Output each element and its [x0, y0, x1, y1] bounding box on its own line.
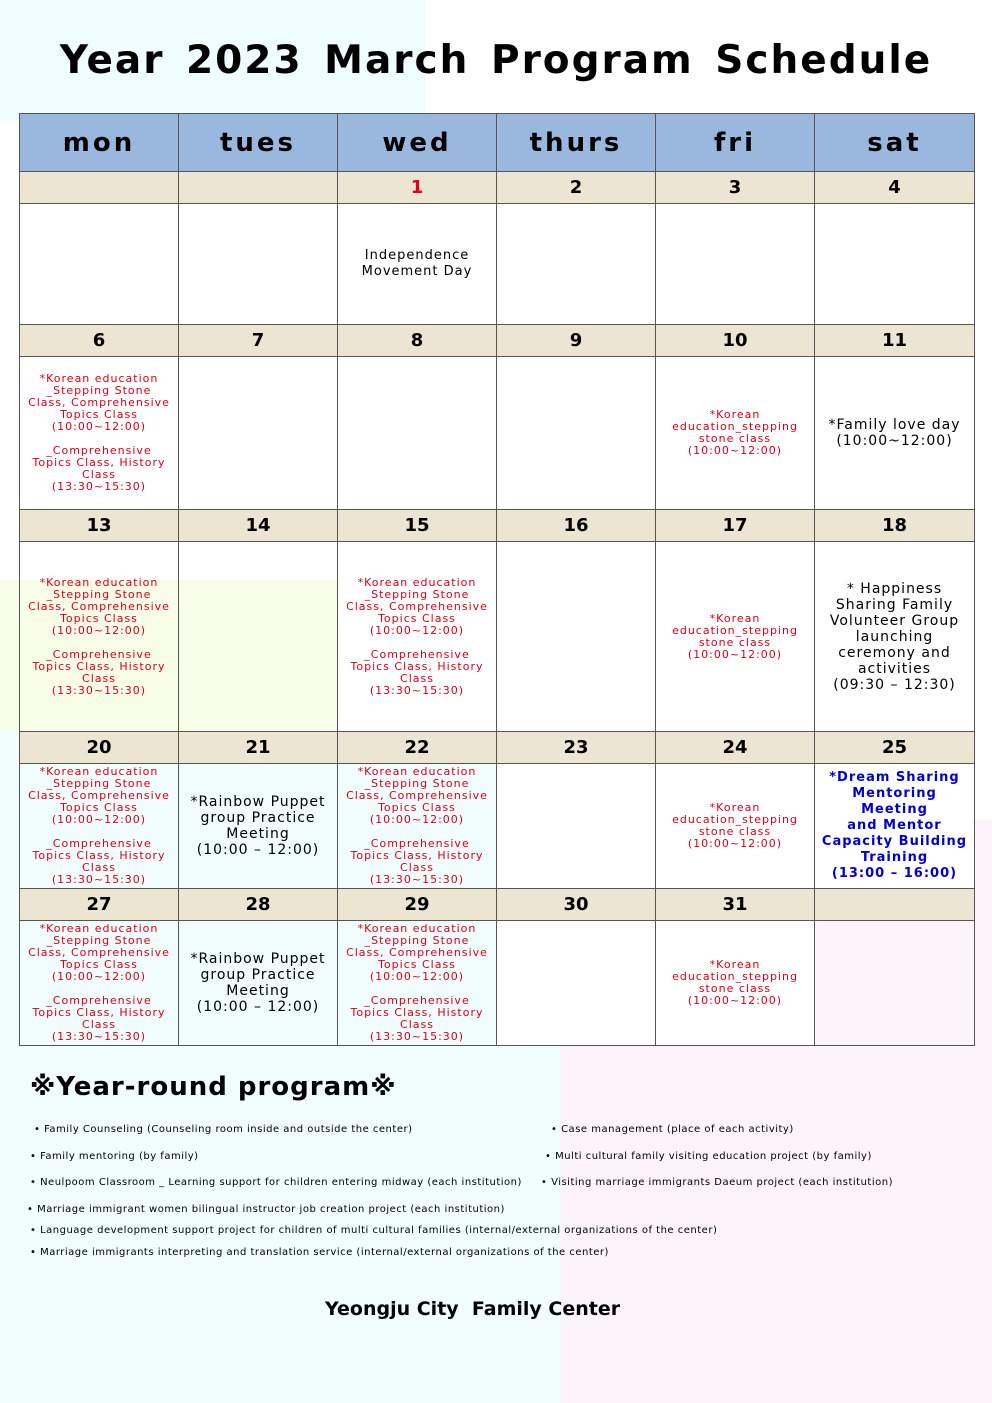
event-line: Capacity Building [821, 834, 968, 849]
event-line: Independence [364, 248, 470, 263]
event-row [20, 204, 975, 325]
event-line: _Comprehensive [46, 837, 152, 850]
event-line: _Stepping Stone [364, 934, 470, 947]
event-line: *Rainbow Puppet [190, 794, 326, 810]
event-line: stone class [698, 825, 772, 838]
event-line: Class [400, 671, 434, 685]
date-row [20, 325, 975, 357]
event-line: Sharing Family [835, 596, 954, 613]
event-line: (10:00 – 12:00) [196, 842, 320, 858]
event-line: (10:00~12:00) [51, 970, 147, 983]
event-line: *Korean [709, 408, 761, 421]
event-row [20, 764, 975, 889]
event-line: Topics Class, History [350, 1006, 484, 1019]
date-row [20, 889, 975, 921]
event-line: Topics Class, History [32, 456, 166, 469]
event-row [20, 542, 975, 732]
event-line: Topics Class [378, 958, 456, 971]
event-line: education_stepping [672, 623, 798, 637]
event-text [660, 802, 810, 850]
event-line: Topics Class [378, 801, 456, 814]
event-text [24, 923, 174, 1043]
day-cell [179, 357, 338, 510]
date-number: 29 [338, 889, 497, 921]
event-line: stone class [698, 982, 772, 995]
event-line: _Comprehensive [364, 994, 470, 1007]
date-number: 8 [338, 325, 497, 357]
event-line: education_stepping [672, 813, 798, 826]
event-line: Topics Class, History [32, 1006, 166, 1019]
event-line: _Stepping Stone [46, 777, 152, 790]
event-text [660, 959, 810, 1007]
event-line: (13:30~15:30) [51, 873, 147, 886]
date-number: 2 [497, 172, 656, 204]
event-line: *Rainbow Puppet [190, 951, 326, 967]
day-cell [815, 204, 975, 325]
date-number: 16 [497, 510, 656, 542]
calendar-table [19, 113, 975, 1046]
event-text [819, 770, 970, 882]
date-number: 17 [656, 510, 815, 542]
event-line: ceremony and [838, 644, 951, 661]
event-line: (10:00~12:00) [369, 623, 465, 637]
event-text [183, 951, 333, 1015]
event-line: Meeting [226, 826, 290, 842]
event-line: _Stepping Stone [364, 587, 470, 601]
event-line: Mentoring Meeting [852, 786, 937, 817]
year-round-title: ※Year-round program※ [30, 1072, 397, 1102]
day-cell [656, 542, 815, 732]
event-line: * Happiness [846, 580, 943, 597]
event-line: _Stepping Stone [364, 777, 470, 790]
event-line: Class [82, 861, 116, 874]
event-line [24, 637, 174, 649]
event-line: Class, Comprehensive [28, 396, 170, 409]
date-number: 23 [497, 732, 656, 764]
event-line: _Comprehensive [46, 994, 152, 1007]
event-line: _Stepping Stone [46, 587, 152, 601]
day-cell [815, 542, 975, 732]
event-line: *Korean education [39, 765, 159, 778]
event-line: *Dream Sharing [829, 770, 960, 785]
event-line: *Korean education [357, 765, 477, 778]
day-cell [656, 764, 815, 889]
date-number: 31 [656, 889, 815, 921]
day-cell [338, 921, 497, 1046]
event-line: group Practice [200, 967, 316, 983]
page-title: Year 2023 March Program Schedule [59, 38, 933, 83]
event-line: *Family love day [828, 417, 961, 433]
day-cell [497, 921, 656, 1046]
event-line: Topics Class, History [32, 849, 166, 862]
event-line [342, 637, 492, 649]
event-line: Meeting [226, 983, 290, 999]
event-line: Class, Comprehensive [28, 946, 170, 959]
date-number [20, 172, 179, 204]
day-cell [179, 764, 338, 889]
event-text [819, 417, 970, 449]
day-cell [20, 921, 179, 1046]
event-text [342, 766, 492, 886]
day-cell [656, 921, 815, 1046]
event-line: (10:00~12:00) [687, 994, 783, 1007]
date-number: 24 [656, 732, 815, 764]
event-line: (09:30 – 12:30) [833, 676, 956, 693]
event-row [20, 921, 975, 1046]
event-line: Volunteer Group [829, 612, 960, 629]
day-cell [656, 357, 815, 510]
event-line: Class [400, 861, 434, 874]
event-text [819, 581, 970, 693]
event-line: *Korean education [357, 575, 477, 589]
event-line: _Comprehensive [46, 444, 152, 457]
event-line: Class [400, 1018, 434, 1031]
date-row [20, 510, 975, 542]
weekday-header: thurs [497, 114, 656, 172]
date-row [20, 172, 975, 204]
event-line: Class [82, 468, 116, 481]
date-number: 15 [338, 510, 497, 542]
event-line: Topics Class, History [350, 849, 484, 862]
event-line: Topics Class [60, 611, 138, 625]
event-line: (13:30~15:30) [369, 683, 465, 697]
year-round-item: • Visiting marriage immigrants Daeum project (each institution) [541, 1177, 893, 1188]
event-line: activities [857, 660, 932, 677]
year-round-item: • Multi cultural family visiting education project (by family) [545, 1151, 872, 1162]
day-cell [20, 357, 179, 510]
day-cell [179, 204, 338, 325]
date-number: 14 [179, 510, 338, 542]
weekday-header: tues [179, 114, 338, 172]
day-cell [338, 542, 497, 732]
date-number: 27 [20, 889, 179, 921]
event-line: Movement Day [361, 264, 473, 279]
date-number: 20 [20, 732, 179, 764]
event-text [342, 577, 492, 697]
event-line: (13:30~15:30) [51, 480, 147, 493]
event-line: *Korean [709, 611, 761, 625]
event-line: _Stepping Stone [46, 934, 152, 947]
event-line: education_stepping [672, 420, 798, 433]
day-cell [338, 357, 497, 510]
day-cell [179, 921, 338, 1046]
year-round-item: • Case management (place of each activity) [551, 1124, 794, 1135]
date-number: 4 [815, 172, 975, 204]
year-round-item: • Language development support project for children of multi cultural families (internal/external organizations of the center) [30, 1225, 718, 1236]
day-cell [20, 764, 179, 889]
day-cell [815, 921, 975, 1046]
event-line: Class, Comprehensive [28, 789, 170, 802]
event-text [342, 923, 492, 1043]
year-round-item: • Family mentoring (by family) [30, 1151, 199, 1162]
date-number: 21 [179, 732, 338, 764]
event-text [183, 794, 333, 858]
weekday-header: wed [338, 114, 497, 172]
event-line: Topics Class [378, 611, 456, 625]
event-line: Class, Comprehensive [28, 599, 170, 613]
event-line: *Korean education [357, 922, 477, 935]
weekday-header: sat [815, 114, 975, 172]
day-cell [497, 542, 656, 732]
date-number: 28 [179, 889, 338, 921]
event-line: (10:00~12:00) [51, 420, 147, 433]
event-line: stone class [698, 432, 772, 445]
event-line: *Korean education [39, 372, 159, 385]
event-line: (13:00 – 16:00) [831, 866, 958, 881]
event-text [660, 409, 810, 457]
event-line: and Mentor [847, 818, 942, 833]
event-line: Class [82, 1018, 116, 1031]
date-number: 10 [656, 325, 815, 357]
year-round-item: • Family Counseling (Counseling room inside and outside the center) [34, 1124, 413, 1135]
event-line: *Korean [709, 958, 761, 971]
event-line: Class [82, 671, 116, 685]
event-text [24, 373, 174, 493]
weekday-header: fri [656, 114, 815, 172]
day-cell [497, 204, 656, 325]
event-line: Topics Class [60, 801, 138, 814]
day-cell [656, 204, 815, 325]
day-cell [497, 357, 656, 510]
event-line: (13:30~15:30) [51, 1030, 147, 1043]
day-cell [338, 204, 497, 325]
event-line: Topics Class, History [350, 659, 484, 673]
event-line: (10:00~12:00) [369, 813, 465, 826]
day-cell [179, 542, 338, 732]
date-number: 6 [20, 325, 179, 357]
event-line: (10:00~12:00) [687, 647, 783, 661]
day-cell [20, 542, 179, 732]
event-line: *Korean education [39, 922, 159, 935]
event-line: (10:00~12:00) [51, 813, 147, 826]
event-text [660, 613, 810, 661]
year-round-item: • Marriage immigrants interpreting and translation service (internal/external organizations of the center) [30, 1247, 609, 1258]
event-line: (10:00~12:00) [687, 837, 783, 850]
event-line: Topics Class [60, 958, 138, 971]
event-line: (10:00~12:00) [51, 623, 147, 637]
event-line: (10:00~12:00) [369, 970, 465, 983]
event-line: Class, Comprehensive [346, 789, 488, 802]
event-text [24, 766, 174, 886]
date-number: 3 [656, 172, 815, 204]
event-text [24, 577, 174, 697]
event-line: Class, Comprehensive [346, 946, 488, 959]
year-round-item: • Neulpoom Classroom _ Learning support for children entering midway (each institution) [30, 1177, 522, 1188]
footer-organization: Yeongju City Family Center [325, 1298, 621, 1320]
day-cell [20, 204, 179, 325]
event-line: _Comprehensive [46, 647, 152, 661]
event-line: (10:00~12:00) [836, 433, 953, 449]
event-line: (10:00 – 12:00) [196, 999, 320, 1015]
event-line: (10:00~12:00) [687, 444, 783, 457]
date-number: 9 [497, 325, 656, 357]
weekday-header: mon [20, 114, 179, 172]
date-number: 7 [179, 325, 338, 357]
event-line: *Korean [709, 801, 761, 814]
event-line: *Korean education [39, 575, 159, 589]
event-line: stone class [698, 635, 772, 649]
date-number: 13 [20, 510, 179, 542]
day-cell [815, 764, 975, 889]
date-number: 1 [338, 172, 497, 204]
day-cell [497, 764, 656, 889]
event-line: launching [855, 628, 934, 645]
event-line: Class, Comprehensive [346, 599, 488, 613]
event-text [342, 248, 492, 280]
date-number [815, 889, 975, 921]
weekday-header-row [20, 114, 975, 172]
event-line: (13:30~15:30) [369, 873, 465, 886]
event-line: (13:30~15:30) [369, 1030, 465, 1043]
date-number: 30 [497, 889, 656, 921]
date-number [179, 172, 338, 204]
date-number: 25 [815, 732, 975, 764]
event-line: (13:30~15:30) [51, 683, 147, 697]
year-round-item: • Marriage immigrant women bilingual instructor job creation project (each institution) [27, 1204, 505, 1215]
event-line: Topics Class, History [32, 659, 166, 673]
event-line: _Comprehensive [364, 647, 470, 661]
day-cell [815, 357, 975, 510]
day-cell [338, 764, 497, 889]
event-line: Topics Class [60, 408, 138, 421]
event-line: education_stepping [672, 970, 798, 983]
event-line: group Practice [200, 810, 316, 826]
event-line: _Comprehensive [364, 837, 470, 850]
date-number: 22 [338, 732, 497, 764]
event-line: Training [860, 850, 929, 865]
date-number: 11 [815, 325, 975, 357]
event-row [20, 357, 975, 510]
event-line: _Stepping Stone [46, 384, 152, 397]
date-row [20, 732, 975, 764]
date-number: 18 [815, 510, 975, 542]
